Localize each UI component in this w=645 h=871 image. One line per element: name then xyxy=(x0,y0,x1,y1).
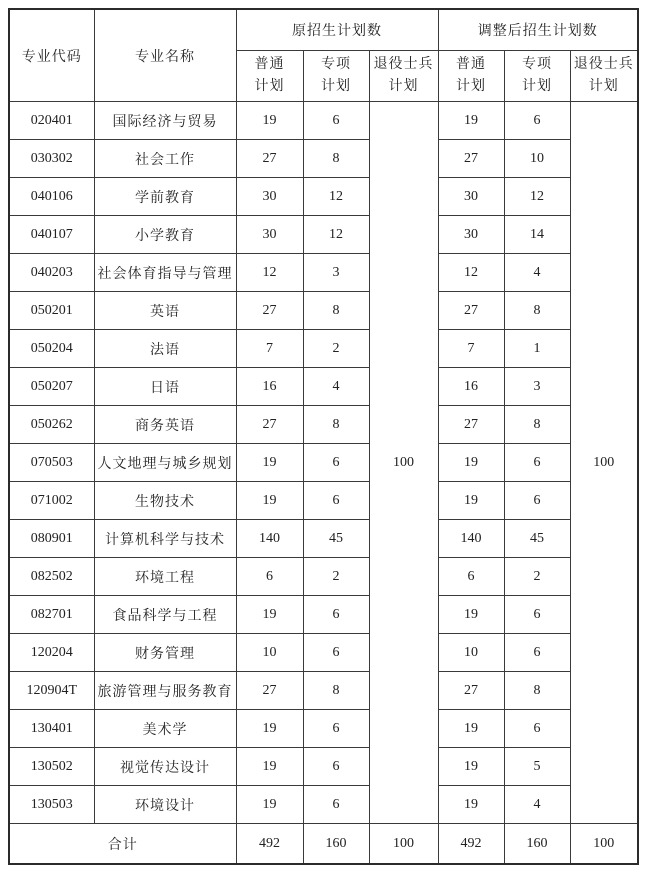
total-row xyxy=(9,824,638,865)
adj-special-value: 6 xyxy=(504,596,570,634)
table-row xyxy=(9,482,638,520)
adj-special-value: 6 xyxy=(504,482,570,520)
major-code: 130502 xyxy=(9,748,94,786)
adj-special-value: 45 xyxy=(504,520,570,558)
major-code: 020401 xyxy=(9,102,94,140)
orig-special-value: 6 xyxy=(303,786,369,824)
major-name: 社会体育指导与管理 xyxy=(94,254,236,292)
orig-normal-value: 19 xyxy=(236,596,303,634)
adj-normal-value: 16 xyxy=(438,368,504,406)
table-row xyxy=(9,292,638,330)
major-code: 080901 xyxy=(9,520,94,558)
major-name: 计算机科学与技术 xyxy=(94,520,236,558)
sub-header-adj-special: 专项 计划 xyxy=(504,51,570,102)
orig-special-value: 6 xyxy=(303,102,369,140)
table-row xyxy=(9,748,638,786)
orig-normal-value: 12 xyxy=(236,254,303,292)
major-code: 040106 xyxy=(9,178,94,216)
table-row xyxy=(9,254,638,292)
orig-normal-value: 19 xyxy=(236,786,303,824)
orig-normal-value: 7 xyxy=(236,330,303,368)
orig-normal-value: 10 xyxy=(236,634,303,672)
adj-normal-value: 140 xyxy=(438,520,504,558)
adj-normal-value: 19 xyxy=(438,102,504,140)
adj-special-value: 2 xyxy=(504,558,570,596)
adj-special-value: 14 xyxy=(504,216,570,254)
major-code: 120204 xyxy=(9,634,94,672)
major-code: 030302 xyxy=(9,140,94,178)
adj-normal-value: 12 xyxy=(438,254,504,292)
adj-normal-value: 19 xyxy=(438,482,504,520)
major-name: 商务英语 xyxy=(94,406,236,444)
major-code: 050201 xyxy=(9,292,94,330)
adj-normal-value: 10 xyxy=(438,634,504,672)
orig-normal-value: 140 xyxy=(236,520,303,558)
orig-special-value: 12 xyxy=(303,178,369,216)
group-header-original-plan: 原招生计划数 xyxy=(236,9,438,51)
major-name: 学前教育 xyxy=(94,178,236,216)
major-name: 法语 xyxy=(94,330,236,368)
major-code: 130401 xyxy=(9,710,94,748)
major-code: 040203 xyxy=(9,254,94,292)
major-code: 120904T xyxy=(9,672,94,710)
header-row-groups xyxy=(9,9,638,51)
adj-normal-value: 6 xyxy=(438,558,504,596)
table-row xyxy=(9,140,638,178)
major-name: 国际经济与贸易 xyxy=(94,102,236,140)
table-row xyxy=(9,102,638,140)
major-code: 082502 xyxy=(9,558,94,596)
major-name: 小学教育 xyxy=(94,216,236,254)
total-adj-normal: 492 xyxy=(438,824,504,865)
orig-special-value: 4 xyxy=(303,368,369,406)
major-code: 050207 xyxy=(9,368,94,406)
sub-header-orig-veteran: 退役士兵 计划 xyxy=(369,51,438,102)
major-name: 英语 xyxy=(94,292,236,330)
total-orig-normal: 492 xyxy=(236,824,303,865)
major-code: 071002 xyxy=(9,482,94,520)
orig-special-value: 6 xyxy=(303,710,369,748)
orig-special-value: 12 xyxy=(303,216,369,254)
adj-special-value: 8 xyxy=(504,406,570,444)
orig-normal-value: 27 xyxy=(236,292,303,330)
adj-normal-value: 19 xyxy=(438,710,504,748)
sub-header-adj-normal: 普通 计划 xyxy=(438,51,504,102)
col-header-major-code: 专业代码 xyxy=(9,9,94,102)
orig-normal-value: 6 xyxy=(236,558,303,596)
major-name: 人文地理与城乡规划 xyxy=(94,444,236,482)
table-row xyxy=(9,368,638,406)
adj-special-value: 6 xyxy=(504,710,570,748)
major-name: 生物技术 xyxy=(94,482,236,520)
adj-normal-value: 27 xyxy=(438,140,504,178)
major-code: 050204 xyxy=(9,330,94,368)
orig-special-value: 6 xyxy=(303,596,369,634)
adj-special-value: 12 xyxy=(504,178,570,216)
adj-normal-value: 19 xyxy=(438,444,504,482)
sub-header-orig-normal: 普通 计划 xyxy=(236,51,303,102)
adj-normal-value: 27 xyxy=(438,406,504,444)
total-orig-veteran: 100 xyxy=(369,824,438,865)
orig-special-value: 45 xyxy=(303,520,369,558)
adj-special-value: 4 xyxy=(504,786,570,824)
major-code: 082701 xyxy=(9,596,94,634)
orig-normal-value: 19 xyxy=(236,710,303,748)
adj-veteran-merged-value: 100 xyxy=(570,102,638,824)
total-orig-special: 160 xyxy=(303,824,369,865)
adj-special-value: 6 xyxy=(504,102,570,140)
col-header-major-name: 专业名称 xyxy=(94,9,236,102)
table-row xyxy=(9,444,638,482)
orig-special-value: 6 xyxy=(303,482,369,520)
major-name: 食品科学与工程 xyxy=(94,596,236,634)
orig-special-value: 8 xyxy=(303,406,369,444)
adj-special-value: 1 xyxy=(504,330,570,368)
major-name: 环境设计 xyxy=(94,786,236,824)
orig-veteran-merged-value: 100 xyxy=(369,102,438,824)
total-label: 合计 xyxy=(9,824,236,865)
adj-normal-value: 19 xyxy=(438,786,504,824)
table-row xyxy=(9,596,638,634)
orig-normal-value: 19 xyxy=(236,482,303,520)
adj-normal-value: 19 xyxy=(438,596,504,634)
orig-special-value: 8 xyxy=(303,292,369,330)
orig-special-value: 2 xyxy=(303,558,369,596)
adj-special-value: 6 xyxy=(504,444,570,482)
major-code: 070503 xyxy=(9,444,94,482)
sub-header-orig-special: 专项 计划 xyxy=(303,51,369,102)
major-name: 视觉传达设计 xyxy=(94,748,236,786)
total-adj-veteran: 100 xyxy=(570,824,638,865)
total-adj-special: 160 xyxy=(504,824,570,865)
adj-normal-value: 27 xyxy=(438,292,504,330)
major-code: 130503 xyxy=(9,786,94,824)
adj-special-value: 8 xyxy=(504,672,570,710)
orig-special-value: 6 xyxy=(303,444,369,482)
orig-special-value: 3 xyxy=(303,254,369,292)
adj-normal-value: 27 xyxy=(438,672,504,710)
adj-normal-value: 7 xyxy=(438,330,504,368)
table-row xyxy=(9,330,638,368)
major-name: 日语 xyxy=(94,368,236,406)
orig-normal-value: 30 xyxy=(236,178,303,216)
table-row xyxy=(9,406,638,444)
table-row xyxy=(9,558,638,596)
adj-normal-value: 30 xyxy=(438,178,504,216)
major-name: 财务管理 xyxy=(94,634,236,672)
sub-header-adj-veteran: 退役士兵 计划 xyxy=(570,51,638,102)
adj-special-value: 8 xyxy=(504,292,570,330)
orig-normal-value: 27 xyxy=(236,140,303,178)
orig-normal-value: 27 xyxy=(236,406,303,444)
major-name: 旅游管理与服务教育 xyxy=(94,672,236,710)
group-header-adjusted-plan: 调整后招生计划数 xyxy=(438,9,638,51)
adj-special-value: 5 xyxy=(504,748,570,786)
orig-normal-value: 19 xyxy=(236,102,303,140)
major-code: 050262 xyxy=(9,406,94,444)
adj-normal-value: 19 xyxy=(438,748,504,786)
major-name: 社会工作 xyxy=(94,140,236,178)
enrollment-plan-table xyxy=(8,8,639,865)
table-row xyxy=(9,520,638,558)
table-row xyxy=(9,672,638,710)
adj-normal-value: 30 xyxy=(438,216,504,254)
table-row xyxy=(9,634,638,672)
major-name: 环境工程 xyxy=(94,558,236,596)
major-code: 040107 xyxy=(9,216,94,254)
table-row xyxy=(9,216,638,254)
orig-normal-value: 27 xyxy=(236,672,303,710)
table-row xyxy=(9,710,638,748)
major-name: 美术学 xyxy=(94,710,236,748)
orig-normal-value: 19 xyxy=(236,444,303,482)
orig-special-value: 6 xyxy=(303,748,369,786)
orig-special-value: 2 xyxy=(303,330,369,368)
orig-normal-value: 16 xyxy=(236,368,303,406)
adj-special-value: 6 xyxy=(504,634,570,672)
orig-normal-value: 19 xyxy=(236,748,303,786)
table-row xyxy=(9,178,638,216)
adj-special-value: 10 xyxy=(504,140,570,178)
table-row xyxy=(9,786,638,824)
adj-special-value: 4 xyxy=(504,254,570,292)
adj-special-value: 3 xyxy=(504,368,570,406)
orig-special-value: 8 xyxy=(303,140,369,178)
orig-special-value: 6 xyxy=(303,634,369,672)
orig-special-value: 8 xyxy=(303,672,369,710)
orig-normal-value: 30 xyxy=(236,216,303,254)
